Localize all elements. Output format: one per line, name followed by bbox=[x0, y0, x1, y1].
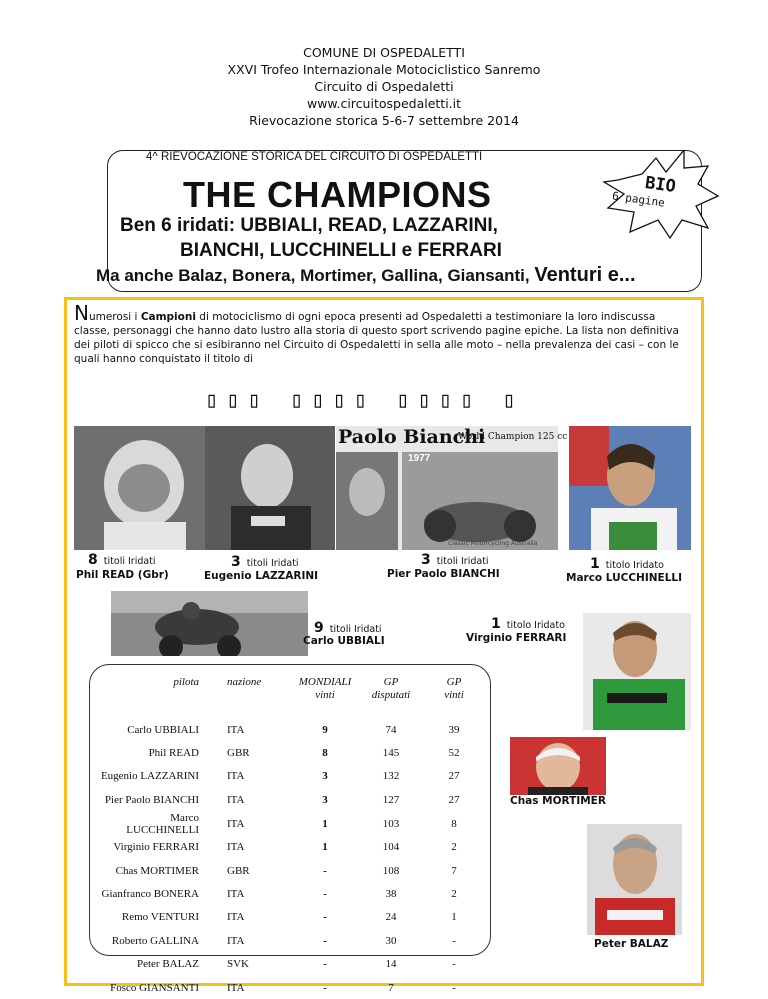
header-line-date: Rievocazione storica 5-6-7 settembre 2014 bbox=[249, 113, 519, 128]
caption-ferrari bbox=[491, 616, 565, 632]
cell-pilota: Phil READ bbox=[148, 747, 199, 760]
cell-gp-disputati: 145 bbox=[382, 747, 400, 760]
cell-gp-vinti: - bbox=[452, 934, 456, 947]
cell-nazione: SVK bbox=[227, 958, 250, 971]
caption-lazzarini bbox=[231, 554, 299, 570]
ubbiali-titles-label: titoli Iridati bbox=[329, 624, 382, 635]
cell-mondiali: 1 bbox=[322, 841, 328, 854]
cell-nazione: ITA bbox=[227, 981, 245, 994]
table-row bbox=[97, 929, 484, 952]
photo-carlo-ubbiali bbox=[111, 591, 308, 656]
cell-pilota: Roberto GALLINA bbox=[111, 934, 199, 947]
cell-gp-vinti: 27 bbox=[448, 793, 460, 806]
lazzarini-titles-label: titoli Iridati bbox=[246, 558, 299, 569]
caption-mortimer: Chas MORTIMER bbox=[510, 795, 606, 807]
cell-gp-disputati: 30 bbox=[385, 934, 397, 947]
cell-pilota: Virginio FERRARI bbox=[113, 841, 199, 854]
cell-nazione: ITA bbox=[227, 888, 245, 901]
bianchi-banner-title: Paolo Bianchi bbox=[338, 426, 486, 448]
table-row bbox=[97, 836, 484, 859]
table-body bbox=[97, 718, 484, 999]
table-header-row bbox=[97, 676, 484, 718]
banner-subtitle: 4^ RIEVOCAZIONE STORICA DEL CIRCUITO DI OSPEDALETTI bbox=[146, 151, 483, 163]
intro-text-a: umerosi i bbox=[88, 311, 141, 323]
caption-lucchinelli-name: Marco LUCCHINELLI bbox=[566, 572, 683, 584]
header-pilota: pilota bbox=[173, 676, 199, 688]
cell-mondiali: 3 bbox=[322, 770, 328, 783]
bianchi-titles-label: titoli Iridati bbox=[436, 556, 489, 567]
cell-mondiali: - bbox=[323, 958, 327, 971]
cell-gp-disputati: 24 bbox=[385, 911, 397, 924]
intro-dropcap: N bbox=[74, 301, 89, 325]
photo-virginio-ferrari bbox=[583, 613, 691, 730]
cell-mondiali: - bbox=[323, 981, 327, 994]
header-line-circuito: Circuito di Ospedaletti bbox=[314, 79, 454, 94]
banner-line-others bbox=[96, 264, 636, 287]
champions-stats-table bbox=[97, 676, 484, 999]
table-row bbox=[97, 953, 484, 976]
cell-mondiali: - bbox=[323, 864, 327, 877]
cell-gp-disputati: 103 bbox=[382, 817, 400, 830]
caption-bianchi bbox=[421, 552, 489, 568]
caption-balaz: Peter BALAZ bbox=[594, 938, 669, 950]
intro-text-b: di motociclismo di ogni epoca presenti ad Ospedaletti a testimoniare la loro indiscussa classe, personaggi che hanno dato lustro alla storia di questo sport scrivendo pagine epiche. La lista non definitiva dei piloti di spicco che si esibiranno nel Circuito di Ospedaletti in sella alle moto – nella prevalenza dei casi – con le quali hanno conquistato il titolo di bbox=[74, 311, 679, 365]
header-gp-disputati-text: GP disputati bbox=[371, 676, 411, 701]
cell-mondiali: 3 bbox=[322, 793, 328, 806]
banner-others-text: Ma anche Balaz, Bonera, Mortimer, Gallina, Giansanti, bbox=[96, 266, 530, 285]
cell-nazione: ITA bbox=[227, 723, 245, 736]
cell-gp-vinti: - bbox=[452, 981, 456, 994]
cell-mondiali: - bbox=[323, 888, 327, 901]
cell-gp-vinti: 1 bbox=[451, 911, 457, 924]
cell-pilota: Pier Paolo BIANCHI bbox=[104, 793, 199, 806]
caption-ubbiali bbox=[314, 620, 382, 636]
photo-marco-lucchinelli bbox=[569, 426, 691, 550]
header-line-website[interactable]: www.circuitospedaletti.it bbox=[306, 96, 462, 111]
read-titles-label: titoli Iridati bbox=[103, 556, 156, 567]
photo-phil-read bbox=[74, 426, 212, 550]
cell-gp-vinti: 7 bbox=[451, 864, 457, 877]
bio-label: BIO bbox=[643, 172, 677, 198]
header-nazione: nazione bbox=[227, 676, 262, 688]
header-gp-disputati bbox=[358, 676, 424, 718]
table-row bbox=[97, 788, 484, 811]
photo-eugenio-lazzarini bbox=[205, 426, 335, 550]
cell-pilota: Fosco GIANSANTI bbox=[110, 981, 199, 994]
document-header bbox=[0, 44, 768, 129]
header-line-trofeo: XXVI Trofeo Internazionale Motociclistico Sanremo bbox=[227, 62, 541, 77]
cell-nazione: GBR bbox=[227, 864, 250, 877]
cell-pilota: Carlo UBBIALI bbox=[127, 723, 199, 736]
cell-pilota: Peter BALAZ bbox=[136, 958, 199, 971]
cell-gp-disputati: 127 bbox=[382, 793, 400, 806]
header-gp-vinti bbox=[424, 676, 484, 718]
caption-ubbiali-name: Carlo UBBIALI bbox=[303, 635, 385, 647]
cell-gp-disputati: 132 bbox=[382, 770, 400, 783]
caption-lazzarini-name: Eugenio LAZZARINI bbox=[204, 570, 319, 582]
cell-gp-disputati: 38 bbox=[385, 888, 397, 901]
cell-mondiali: 1 bbox=[322, 817, 328, 830]
cell-nazione: ITA bbox=[227, 911, 245, 924]
missing-glyph-line: ▯▯▯ ▯▯▯▯ ▯▯▯▯ ▯ bbox=[205, 388, 524, 413]
lucchinelli-titles-count: 1 bbox=[590, 556, 600, 572]
table-row bbox=[97, 859, 484, 882]
table-row bbox=[97, 765, 484, 788]
cell-gp-vinti: 8 bbox=[451, 817, 457, 830]
header-mondiali bbox=[292, 676, 358, 718]
cell-mondiali: - bbox=[323, 911, 327, 924]
cell-gp-disputati: 7 bbox=[388, 981, 394, 994]
cell-pilota: Eugenio LAZZARINI bbox=[100, 770, 199, 783]
cell-gp-vinti: 27 bbox=[448, 770, 460, 783]
cell-gp-vinti: 39 bbox=[448, 723, 460, 736]
ferrari-titles-label: titolo Iridato bbox=[506, 620, 565, 631]
cell-gp-vinti: 2 bbox=[451, 841, 457, 854]
ubbiali-titles-count: 9 bbox=[314, 620, 324, 636]
cell-gp-disputati: 104 bbox=[382, 841, 400, 854]
banner-line-names: BIANCHI, LUCCHINELLI e FERRARI bbox=[180, 240, 502, 261]
lucchinelli-titles-label: titolo Iridato bbox=[605, 560, 664, 571]
table-row bbox=[97, 812, 484, 836]
table-row bbox=[97, 906, 484, 929]
table-row bbox=[97, 741, 484, 764]
header-mondiali-text: MONDIALI vinti bbox=[298, 676, 352, 701]
cell-nazione: ITA bbox=[227, 793, 245, 806]
table-row bbox=[97, 718, 484, 741]
cell-mondiali: 9 bbox=[322, 723, 328, 736]
cell-nazione: ITA bbox=[227, 817, 245, 830]
table-row bbox=[97, 976, 484, 999]
table-row bbox=[97, 882, 484, 905]
cell-gp-vinti: - bbox=[452, 958, 456, 971]
cell-mondiali: - bbox=[323, 934, 327, 947]
header-line-comune: COMUNE DI OSPEDALETTI bbox=[303, 45, 465, 60]
read-titles-count: 8 bbox=[88, 552, 98, 568]
cell-pilota: Chas MORTIMER bbox=[115, 864, 199, 877]
photo-chas-mortimer bbox=[510, 737, 606, 795]
banner-line-iridati: Ben 6 iridati: UBBIALI, READ, LAZZARINI, bbox=[120, 215, 498, 236]
photo-credit: Classic Motorcycling Australia bbox=[448, 540, 538, 547]
cell-gp-disputati: 14 bbox=[385, 958, 397, 971]
cell-pilota: Remo VENTURI bbox=[121, 911, 199, 924]
caption-bianchi-name: Pier Paolo BIANCHI bbox=[387, 568, 500, 580]
header-gp-vinti-text: GP vinti bbox=[444, 676, 464, 701]
cell-nazione: ITA bbox=[227, 770, 245, 783]
photo-peter-balaz bbox=[587, 824, 682, 935]
cell-pilota: Marco LUCCHINELLI bbox=[126, 811, 199, 836]
cell-nazione: ITA bbox=[227, 934, 245, 947]
cell-gp-disputati: 108 bbox=[382, 864, 400, 877]
cell-mondiali: 8 bbox=[322, 747, 328, 760]
caption-ferrari-name: Virginio FERRARI bbox=[466, 632, 567, 644]
bianchi-banner-subtitle: World Champion 125 cc bbox=[458, 432, 568, 442]
cell-nazione: GBR bbox=[227, 747, 250, 760]
banner-title: THE CHAMPIONS bbox=[183, 174, 492, 215]
bio-pages-label: 6 pagine bbox=[611, 189, 666, 210]
caption-lucchinelli bbox=[590, 556, 664, 572]
cell-nazione: ITA bbox=[227, 841, 245, 854]
banner-others-big: Venturi e... bbox=[534, 264, 636, 286]
intro-paragraph bbox=[74, 301, 692, 366]
ferrari-titles-count: 1 bbox=[491, 616, 501, 632]
cell-gp-disputati: 74 bbox=[385, 723, 397, 736]
caption-read-name: Phil READ (Gbr) bbox=[76, 569, 169, 581]
cell-gp-vinti: 2 bbox=[451, 888, 457, 901]
intro-bold-word: Campioni bbox=[140, 311, 196, 323]
cell-pilota: Gianfranco BONERA bbox=[101, 888, 199, 901]
cell-gp-vinti: 52 bbox=[448, 747, 460, 760]
bianchi-titles-count: 3 bbox=[421, 552, 431, 568]
lazzarini-titles-count: 3 bbox=[231, 554, 241, 570]
bianchi-year: 1977 bbox=[408, 453, 431, 464]
caption-read bbox=[88, 552, 156, 568]
